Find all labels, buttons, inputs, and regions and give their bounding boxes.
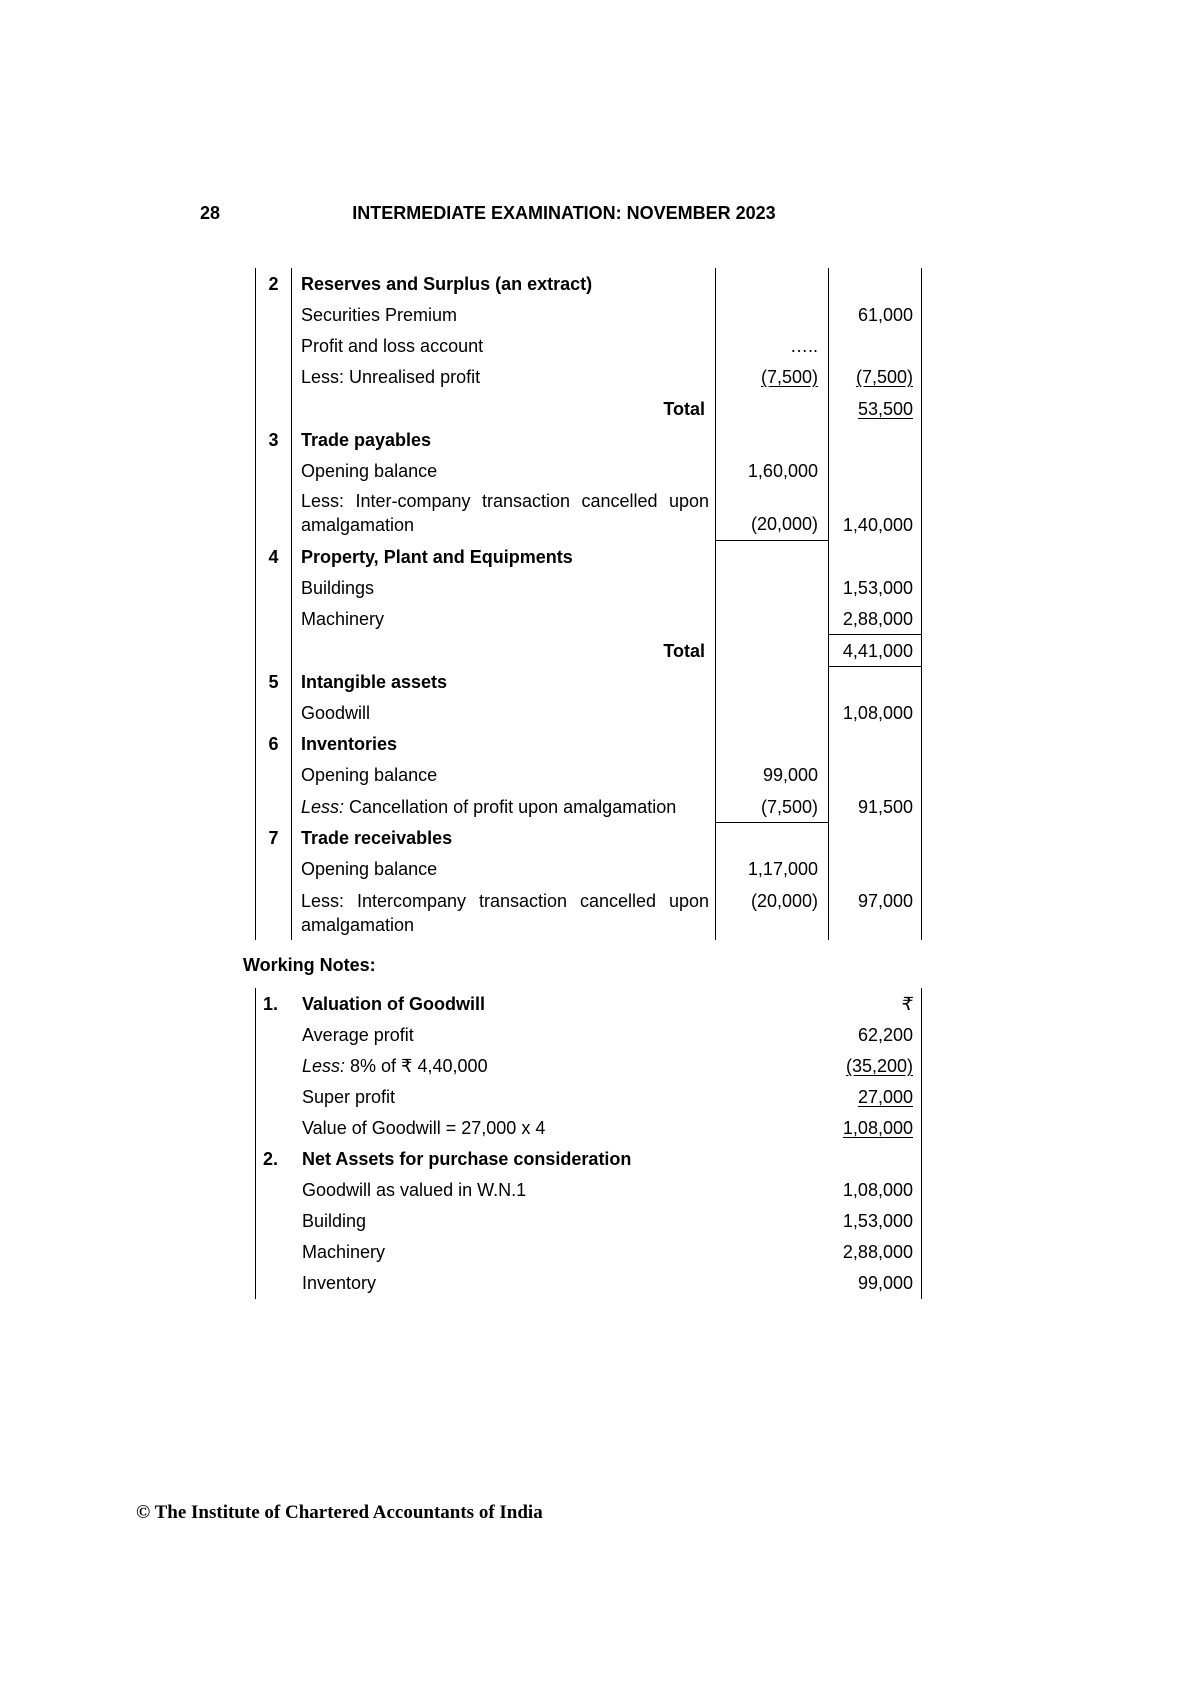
row-number-cell xyxy=(256,456,292,487)
table-row xyxy=(256,729,922,760)
description-cell: Less: Intercompany transaction cancelled upon amalgamation xyxy=(292,885,716,940)
less-label: Less: xyxy=(302,1056,346,1076)
note-number-cell xyxy=(256,1175,302,1206)
amount-cell: 1,08,000 xyxy=(842,1180,913,1200)
table-row xyxy=(256,1237,921,1268)
description-cell: Machinery xyxy=(292,604,716,635)
table-row xyxy=(256,425,922,456)
note-number-cell: 2. xyxy=(263,1149,279,1169)
table-row xyxy=(256,1113,921,1144)
row-number-cell xyxy=(256,573,292,604)
description-cell: Reserves and Surplus (an extract) xyxy=(292,268,716,300)
schedule-table xyxy=(255,268,922,940)
amount-underlined: (35,200) xyxy=(845,1056,913,1076)
row-number-cell xyxy=(256,393,292,425)
page-title: INTERMEDIATE EXAMINATION: NOVEMBER 2023 xyxy=(352,203,776,223)
table-row xyxy=(256,541,922,573)
amount-right-cell: 1,40,000 xyxy=(829,487,922,541)
amount-middle-cell xyxy=(716,268,829,300)
amount-middle-cell: (20,000) xyxy=(716,487,829,541)
description-cell: Goodwill as valued in W.N.1 xyxy=(302,1180,527,1200)
description-cell: Goodwill xyxy=(292,698,716,729)
amount-underlined: (7,500) xyxy=(760,367,818,387)
table-row xyxy=(256,1144,921,1175)
row-number-cell xyxy=(256,760,292,791)
amount-cell: 99,000 xyxy=(857,1273,913,1293)
working-notes-heading: Working Notes: xyxy=(243,955,376,975)
table-row xyxy=(256,268,922,300)
table-row xyxy=(256,604,922,635)
amount-right-cell xyxy=(829,393,922,425)
table-row xyxy=(256,300,922,331)
description-cell: Intangible assets xyxy=(292,667,716,698)
description-text: Cancellation of profit upon amalgamation xyxy=(344,797,677,817)
amount-right-cell: 4,41,000 xyxy=(829,635,922,667)
table-row xyxy=(256,698,922,729)
table-row xyxy=(256,362,922,393)
row-number-cell xyxy=(256,300,292,331)
amount-cell xyxy=(802,1082,921,1113)
description-cell: Securities Premium xyxy=(292,300,716,331)
amount-cell: 2,88,000 xyxy=(842,1242,913,1262)
note-number-cell xyxy=(256,1268,302,1299)
row-number-cell xyxy=(256,362,292,393)
description-cell: Valuation of Goodwill xyxy=(302,994,485,1014)
row-number-cell: 3 xyxy=(256,425,292,456)
description-cell: Super profit xyxy=(302,1087,396,1107)
table-row xyxy=(256,760,922,791)
amount-right-cell xyxy=(829,760,922,791)
amount-middle-cell xyxy=(716,393,829,425)
row-number-cell: 6 xyxy=(256,729,292,760)
description-cell: Net Assets for purchase consideration xyxy=(302,1149,632,1169)
table-row xyxy=(256,331,922,362)
description-cell: Buildings xyxy=(292,573,716,604)
amount-middle-cell xyxy=(716,362,829,393)
amount-middle-cell xyxy=(716,541,829,573)
description-cell: Average profit xyxy=(302,1025,414,1045)
amount-right-cell xyxy=(829,541,922,573)
table-row xyxy=(256,635,922,667)
amount-cell xyxy=(802,988,921,1020)
note-number-cell xyxy=(256,1082,302,1113)
less-label: Less: xyxy=(301,797,345,817)
amount-right-cell: 97,000 xyxy=(829,885,922,940)
row-number-cell: 2 xyxy=(256,268,292,300)
amount-middle-cell xyxy=(716,573,829,604)
table-row xyxy=(256,823,922,854)
table-row xyxy=(256,791,922,823)
description-cell: Opening balance xyxy=(292,456,716,487)
row-number-cell xyxy=(256,331,292,362)
table-row xyxy=(256,573,922,604)
description-cell: Inventory xyxy=(302,1273,377,1293)
row-number-cell xyxy=(256,885,292,940)
description-cell: Machinery xyxy=(302,1242,386,1262)
description-text: 8% of ₹ 4,40,000 xyxy=(345,1056,488,1076)
description-cell: Opening balance xyxy=(292,760,716,791)
note-number-cell xyxy=(256,1113,302,1144)
table-row xyxy=(256,1020,921,1051)
total-label-cell: Total xyxy=(292,635,716,667)
table-row xyxy=(256,456,922,487)
table-row xyxy=(256,1268,921,1299)
working-notes-table xyxy=(255,988,922,1299)
amount-middle-cell: 1,17,000 xyxy=(716,854,829,885)
row-number-cell xyxy=(256,791,292,823)
row-number-cell xyxy=(256,604,292,635)
description-cell: Building xyxy=(302,1211,367,1231)
description-cell: Profit and loss account xyxy=(292,331,716,362)
table-row xyxy=(256,487,922,541)
amount-middle-cell: (7,500) xyxy=(716,791,829,823)
table-row xyxy=(256,885,922,940)
rupee-symbol: ₹ xyxy=(901,994,913,1014)
amount-middle-cell: 99,000 xyxy=(716,760,829,791)
row-number-cell: 5 xyxy=(256,667,292,698)
amount-middle-cell xyxy=(716,425,829,456)
table-row xyxy=(256,988,921,1020)
description-cell xyxy=(292,791,716,823)
amount-right-cell xyxy=(829,331,922,362)
description-cell: Less: Unrealised profit xyxy=(292,362,716,393)
amount-right-cell xyxy=(829,362,922,393)
page-number: 28 xyxy=(200,203,221,223)
amount-underlined: (7,500) xyxy=(855,367,913,387)
note-number-cell xyxy=(256,1206,302,1237)
amount-right-cell: 2,88,000 xyxy=(829,604,922,635)
amount-middle-cell xyxy=(716,604,829,635)
amount-middle-cell: ….. xyxy=(716,331,829,362)
amount-cell: 1,53,000 xyxy=(842,1211,913,1231)
table-row xyxy=(256,854,922,885)
note-number-cell xyxy=(256,1020,302,1051)
description-cell: Opening balance xyxy=(292,854,716,885)
description-cell: Trade payables xyxy=(292,425,716,456)
amount-middle-cell xyxy=(716,823,829,854)
table-row xyxy=(256,667,922,698)
table-row xyxy=(256,393,922,425)
table-row xyxy=(256,1175,921,1206)
amount-right-cell: 1,53,000 xyxy=(829,573,922,604)
table-row xyxy=(256,1051,921,1082)
total-label-cell: Total xyxy=(292,393,716,425)
amount-middle-cell xyxy=(716,698,829,729)
description-cell: Trade receivables xyxy=(292,823,716,854)
footer-copyright: © The Institute of Chartered Accountants of India xyxy=(136,1502,543,1523)
amount-right-cell: 91,500 xyxy=(829,791,922,823)
amount-right-cell xyxy=(829,729,922,760)
row-number-cell: 7 xyxy=(256,823,292,854)
description-cell: Value of Goodwill = 27,000 x 4 xyxy=(302,1118,546,1138)
table-row xyxy=(256,1206,921,1237)
description-cell: Less: Inter-company transaction cancelled upon amalgamation xyxy=(292,487,716,541)
amount-right-cell xyxy=(829,456,922,487)
amount-middle-cell xyxy=(716,729,829,760)
amount-middle-cell: (20,000) xyxy=(716,885,829,940)
amount-cell xyxy=(802,1051,921,1082)
amount-underlined: 27,000 xyxy=(857,1087,913,1107)
amount-right-cell xyxy=(829,823,922,854)
amount-right-cell: 1,08,000 xyxy=(829,698,922,729)
table-row xyxy=(256,1082,921,1113)
amount-middle-cell xyxy=(716,667,829,698)
amount-middle-cell xyxy=(716,300,829,331)
note-number-cell xyxy=(256,1051,302,1082)
note-number-cell: 1. xyxy=(263,994,279,1014)
amount-underlined: 53,500 xyxy=(857,399,913,419)
amount-right-cell: 61,000 xyxy=(829,300,922,331)
amount-middle-cell xyxy=(716,635,829,667)
amount-right-cell xyxy=(829,667,922,698)
description-cell: Property, Plant and Equipments xyxy=(292,541,716,573)
amount-underlined: 1,08,000 xyxy=(842,1118,913,1138)
amount-right-cell xyxy=(829,268,922,300)
row-number-cell xyxy=(256,854,292,885)
row-number-cell xyxy=(256,487,292,541)
description-cell: Inventories xyxy=(292,729,716,760)
row-number-cell xyxy=(256,698,292,729)
amount-cell xyxy=(802,1144,921,1175)
amount-cell xyxy=(802,1113,921,1144)
amount-cell: 62,200 xyxy=(857,1025,913,1045)
description-cell xyxy=(302,1051,802,1082)
row-number-cell xyxy=(256,635,292,667)
row-number-cell: 4 xyxy=(256,541,292,573)
amount-right-cell xyxy=(829,425,922,456)
amount-middle-cell: 1,60,000 xyxy=(716,456,829,487)
note-number-cell xyxy=(256,1237,302,1268)
amount-right-cell xyxy=(829,854,922,885)
